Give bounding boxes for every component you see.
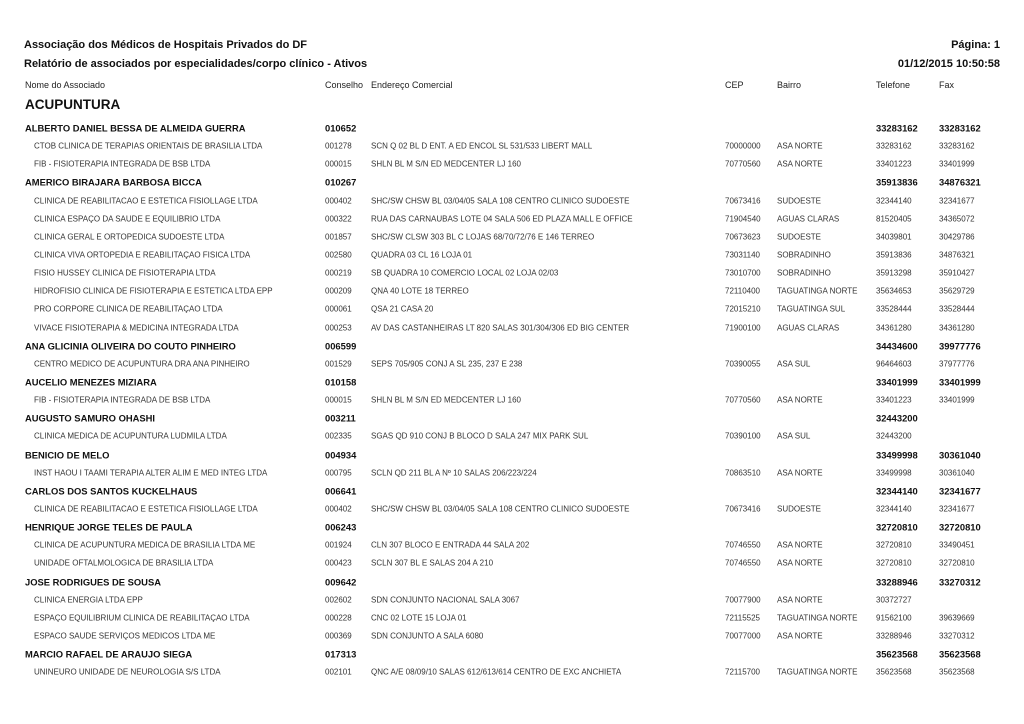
cell-phone: 30372727 [876,595,912,605]
column-header-council: Conselho [325,80,364,90]
cell-phone: 32443200 [876,412,918,424]
cell-cep: 70673623 [725,232,761,242]
cell-address: SHC/SW CLSW 303 BL C LOJAS 68/70/72/76 E 146 TERREO [371,232,595,242]
cell-address: SDN CONJUNTO A SALA 6080 [371,631,484,641]
cell-council: 000228 [325,613,352,623]
cell-district: TAGUATINGA NORTE [777,613,858,623]
cell-cep: 71900100 [725,323,761,333]
cell-fax: 37977776 [939,359,975,369]
cell-address: CLN 307 BLOCO E ENTRADA 44 SALA 202 [371,540,530,550]
organization-title: Associação dos Médicos de Hospitais Privados do DF [24,39,308,51]
cell-council: 001278 [325,141,352,151]
cell-council: 001529 [325,359,352,369]
associate-row [0,409,1024,427]
cell-council: 000322 [325,214,352,224]
associate-row [0,119,1024,137]
cell-cep: 73010700 [725,268,761,278]
cell-council: 009642 [325,576,357,588]
cell-cep: 70673416 [725,504,761,514]
cell-phone: 96464603 [876,359,912,369]
cell-district: ASA SUL [777,359,811,369]
clinic-row [0,264,1024,282]
cell-district: ASA NORTE [777,395,823,405]
cell-council: 006243 [325,521,357,533]
cell-cep: 70000000 [725,141,761,151]
cell-fax: 35629729 [939,286,975,296]
report-header-line-2 [24,58,1000,70]
cell-district: ASA NORTE [777,468,823,478]
cell-name: BENICIO DE MELO [25,449,110,461]
cell-council: 002101 [325,667,352,677]
cell-district: ASA NORTE [777,141,823,151]
cell-council: 002335 [325,431,352,441]
clinic-row [0,500,1024,518]
clinic-row [0,536,1024,554]
cell-council: 000369 [325,631,352,641]
cell-name: HIDROFISIO CLINICA DE FISIOTERAPIA E ESTETICA LTDA EPP [34,286,273,296]
cell-council: 004934 [325,449,357,461]
cell-name: VIVACE FISIOTERAPIA & MEDICINA INTEGRADA LTDA [34,323,239,333]
cell-phone: 33401999 [876,376,918,388]
column-header-address: Endereço Comercial [371,80,453,90]
cell-address: SHC/SW CHSW BL 03/04/05 SALA 108 CENTRO CLINICO SUDOESTE [371,504,630,514]
cell-district: AGUAS CLARAS [777,214,840,224]
cell-fax: 30361040 [939,468,975,478]
cell-fax: 39639669 [939,613,975,623]
cell-cep: 70077900 [725,595,761,605]
cell-address: SEPS 705/905 CONJ A SL 235, 237 E 238 [371,359,523,369]
cell-cep: 72115525 [725,613,760,623]
cell-phone: 33499998 [876,468,912,478]
cell-fax: 33283162 [939,141,975,151]
cell-council: 010267 [325,176,357,188]
cell-address: SCLN QD 211 BL A Nº 10 SALAS 206/223/224 [371,468,537,478]
cell-phone: 35913836 [876,176,918,188]
cell-council: 000219 [325,268,352,278]
cell-council: 001857 [325,232,352,242]
cell-district: SUDOESTE [777,232,822,242]
cell-name: PRO CORPORE CLINICA DE REABILITAÇAO LTDA [34,304,223,314]
cell-phone: 91562100 [876,613,912,623]
cell-name: CLINICA ESPAÇO DA SAUDE E EQUILIBRIO LTDA [34,214,221,224]
clinic-row [0,591,1024,609]
cell-phone: 32720810 [876,558,912,568]
specialty-heading: ACUPUNTURA [25,97,121,112]
cell-address: SGAS QD 910 CONJ B BLOCO D SALA 247 MIX PARK SUL [371,431,589,441]
cell-fax: 39977776 [939,340,981,352]
clinic-row [0,192,1024,210]
cell-address: CNC 02 LOTE 15 LOJA 01 [371,613,467,623]
cell-district: ASA SUL [777,431,811,441]
cell-name: CLINICA MEDICA DE ACUPUNTURA LUDMILA LTDA [34,431,227,441]
cell-district: TAGUATINGA NORTE [777,667,858,677]
cell-phone: 32344140 [876,485,918,497]
clinic-row [0,427,1024,445]
cell-fax: 35910427 [939,268,975,278]
associate-row [0,337,1024,355]
cell-fax: 33401999 [939,395,975,405]
clinic-row [0,554,1024,572]
cell-phone: 35623568 [876,667,912,677]
cell-district: TAGUATINGA SUL [777,304,846,314]
clinic-row [0,246,1024,264]
cell-address: QUADRA 03 CL 16 LOJA 01 [371,250,473,260]
cell-district: SUDOESTE [777,504,822,514]
cell-phone: 81520405 [876,214,912,224]
cell-name: CLINICA ENERGIA LTDA EPP [34,595,143,605]
cell-district: ASA NORTE [777,540,823,550]
cell-fax: 34876321 [939,176,981,188]
cell-cep: 72110400 [725,286,760,296]
cell-district: SOBRADINHO [777,250,831,260]
cell-name: AUGUSTO SAMURO OHASHI [25,412,156,424]
cell-district: ASA NORTE [777,159,823,169]
cell-council: 000402 [325,504,352,514]
cell-council: 000423 [325,558,352,568]
cell-name: CLINICA DE REABILITACAO E ESTETICA FISIOLLAGE LTDA [34,196,258,206]
cell-cep: 70390055 [725,359,761,369]
cell-phone: 35913298 [876,268,912,278]
cell-fax: 33270312 [939,631,975,641]
cell-cep: 70746550 [725,558,761,568]
cell-council: 000209 [325,286,352,296]
cell-name: ESPAÇO EQUILIBRIUM CLINICA DE REABILITAÇAO LTDA [34,613,250,623]
cell-cep: 70746550 [725,540,761,550]
cell-phone: 32720810 [876,540,912,550]
associate-row [0,645,1024,663]
cell-address: SHC/SW CHSW BL 03/04/05 SALA 108 CENTRO CLINICO SUDOESTE [371,196,630,206]
cell-fax: 34365072 [939,214,975,224]
cell-fax: 32720810 [939,521,981,533]
clinic-row [0,319,1024,337]
cell-name: ALBERTO DANIEL BESSA DE ALMEIDA GUERRA [25,122,246,134]
cell-council: 001924 [325,540,352,550]
cell-cep: 71904540 [725,214,761,224]
cell-phone: 33288946 [876,576,918,588]
cell-council: 003211 [325,412,356,424]
cell-phone: 33499998 [876,449,918,461]
cell-address: SCLN 307 BL E SALAS 204 A 210 [371,558,494,568]
cell-name: FIB - FISIOTERAPIA INTEGRADA DE BSB LTDA [34,395,211,405]
cell-fax: 35623568 [939,648,981,660]
cell-cep: 72015210 [725,304,761,314]
cell-phone: 33528444 [876,304,912,314]
cell-council: 002602 [325,595,352,605]
clinic-row [0,355,1024,373]
cell-name: CENTRO MEDICO DE ACUPUNTURA DRA ANA PINHEIRO [34,359,250,369]
cell-council: 002580 [325,250,352,260]
cell-address: AV DAS CASTANHEIRAS LT 820 SALAS 301/304/306 ED BIG CENTER [371,323,630,333]
cell-district: SUDOESTE [777,196,822,206]
cell-name: CARLOS DOS SANTOS KUCKELHAUS [25,485,198,497]
cell-district: ASA NORTE [777,595,823,605]
cell-cep: 72115700 [725,667,760,677]
cell-phone: 33283162 [876,122,918,134]
cell-phone: 32720810 [876,521,918,533]
clinic-row [0,228,1024,246]
cell-fax: 30361040 [939,449,981,461]
cell-cep: 70770560 [725,395,761,405]
cell-phone: 34434600 [876,340,918,352]
cell-name: MARCIO RAFAEL DE ARAUJO SIEGA [25,648,193,660]
cell-phone: 32443200 [876,431,912,441]
cell-fax: 30429786 [939,232,975,242]
column-header-cep: CEP [725,80,744,90]
cell-fax: 34361280 [939,323,975,333]
cell-name: CLINICA DE REABILITACAO E ESTETICA FISIOLLAGE LTDA [34,504,258,514]
cell-district: ASA NORTE [777,558,823,568]
cell-cep: 70770560 [725,159,761,169]
cell-name: CLINICA DE ACUPUNTURA MEDICA DE BRASILIA LTDA ME [34,540,256,550]
cell-address: QSA 21 CASA 20 [371,304,434,314]
cell-fax: 32341677 [939,504,975,514]
cell-address: SHLN BL M S/N ED MEDCENTER LJ 160 [371,395,521,405]
cell-fax: 32341677 [939,485,981,497]
report-datetime: 01/12/2015 10:50:58 [897,58,1000,70]
cell-fax: 32341677 [939,196,975,206]
cell-phone: 35623568 [876,648,918,660]
cell-council: 000253 [325,323,352,333]
cell-fax: 33401999 [939,159,975,169]
cell-address: SCN Q 02 BL D ENT. A ED ENCOL SL 531/533 LIBERT MALL [371,141,593,151]
cell-name: FIB - FISIOTERAPIA INTEGRADA DE BSB LTDA [34,159,211,169]
cell-council: 010652 [325,122,357,134]
column-header-district: Bairro [777,80,802,90]
clinic-row [0,210,1024,228]
cell-name: AUCELIO MENEZES MIZIARA [25,376,157,388]
cell-district: TAGUATINGA NORTE [777,286,858,296]
cell-council: 006599 [325,340,357,352]
cell-name: UNIDADE OFTALMOLOGICA DE BRASILIA LTDA [34,558,214,568]
cell-phone: 32344140 [876,504,912,514]
clinic-row [0,464,1024,482]
cell-name: INST HAOU I TAAMI TERAPIA ALTER ALIM E MED INTEG LTDA [34,468,268,478]
cell-address: SB QUADRA 10 COMERCIO LOCAL 02 LOJA 02/03 [371,268,559,278]
cell-council: 000795 [325,468,352,478]
clinic-row [0,627,1024,645]
cell-phone: 35913836 [876,250,912,260]
column-header-phone: Telefone [876,80,911,90]
cell-fax: 33283162 [939,122,981,134]
cell-fax: 33270312 [939,576,981,588]
clinic-row [0,609,1024,627]
associates-table [0,119,1024,681]
cell-address: SDN CONJUNTO NACIONAL SALA 3067 [371,595,520,605]
cell-address: SHLN BL M S/N ED MEDCENTER LJ 160 [371,159,521,169]
cell-name: JOSE RODRIGUES DE SOUSA [25,576,161,588]
cell-fax: 33528444 [939,304,975,314]
cell-name: ESPACO SAUDE SERVIÇOS MEDICOS LTDA ME [34,631,216,641]
cell-fax: 34876321 [939,250,975,260]
cell-phone: 33283162 [876,141,912,151]
clinic-row [0,282,1024,300]
cell-name: HENRIQUE JORGE TELES DE PAULA [25,521,193,533]
column-header-name: Nome do Associado [25,80,106,90]
cell-address: QNC A/E 08/09/10 SALAS 612/613/614 CENTRO DE EXC ANCHIETA [371,667,622,677]
clinic-row [0,155,1024,173]
cell-cep: 70673416 [725,196,761,206]
clinic-row [0,300,1024,318]
cell-district: ASA NORTE [777,631,823,641]
associate-row [0,373,1024,391]
clinic-row [0,391,1024,409]
cell-phone: 33401223 [876,395,912,405]
report-title: Relatório de associados por especialidades/corpo clínico - Ativos [24,58,368,70]
report-header-line-1 [24,39,1000,51]
associate-row [0,573,1024,591]
cell-cep: 70077000 [725,631,761,641]
cell-district: SOBRADINHO [777,268,831,278]
cell-cep: 70863510 [725,468,761,478]
cell-name: AMERICO BIRAJARA BARBOSA BICCA [25,176,202,188]
associate-row [0,518,1024,536]
associate-row [0,446,1024,464]
cell-district: AGUAS CLARAS [777,323,840,333]
cell-council: 006641 [325,485,357,497]
cell-phone: 32344140 [876,196,912,206]
cell-council: 000061 [325,304,352,314]
cell-name: ANA GLICINIA OLIVEIRA DO COUTO PINHEIRO [25,340,236,352]
cell-address: RUA DAS CARNAUBAS LOTE 04 SALA 506 ED PLAZA MALL E OFFICE [371,214,633,224]
cell-fax: 33490451 [939,540,975,550]
cell-phone: 35634653 [876,286,912,296]
cell-fax: 33401999 [939,376,981,388]
cell-cep: 73031140 [725,250,760,260]
clinic-row [0,663,1024,681]
cell-council: 000402 [325,196,352,206]
cell-name: CLINICA VIVA ORTOPEDIA E REABILITAÇAO FISICA LTDA [34,250,251,260]
associate-row [0,173,1024,191]
cell-address: QNA 40 LOTE 18 TERREO [371,286,469,296]
cell-cep: 70390100 [725,431,761,441]
cell-phone: 33401223 [876,159,912,169]
cell-name: FISIO HUSSEY CLINICA DE FISIOTERAPIA LTDA [34,268,216,278]
column-header-fax: Fax [939,80,955,90]
cell-council: 000015 [325,159,352,169]
cell-phone: 34039801 [876,232,912,242]
cell-council: 017313 [325,648,357,660]
cell-council: 010158 [325,376,357,388]
cell-council: 000015 [325,395,352,405]
cell-name: UNINEURO UNIDADE DE NEUROLOGIA S/S LTDA [34,667,221,677]
clinic-row [0,137,1024,155]
cell-phone: 34361280 [876,323,912,333]
cell-fax: 35623568 [939,667,975,677]
page-number: Página: 1 [951,39,1000,51]
associate-row [0,482,1024,500]
cell-fax: 32720810 [939,558,975,568]
cell-name: CLINICA GERAL E ORTOPEDICA SUDOESTE LTDA [34,232,225,242]
cell-phone: 33288946 [876,631,912,641]
cell-name: CTOB CLINICA DE TERAPIAS ORIENTAIS DE BRASILIA LTDA [34,141,263,151]
